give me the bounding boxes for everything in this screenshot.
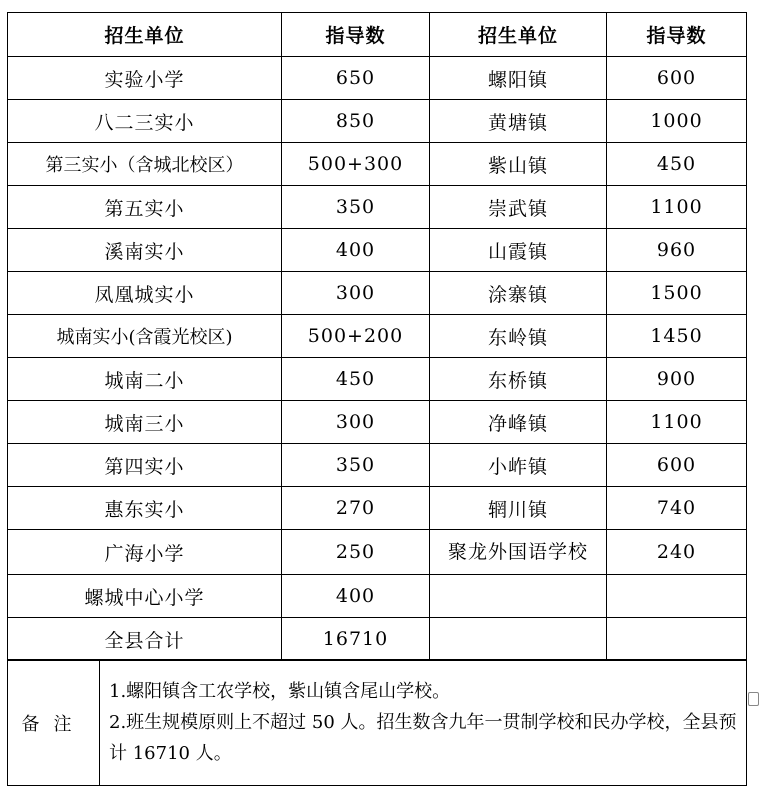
unit-cell-text: 聚龙外国语学校 <box>447 541 588 563</box>
note-line-1: 1.螺阳镇含工农学校，紫山镇含尾山学校。 <box>109 681 451 702</box>
unit-cell <box>430 530 607 575</box>
unit-cell: 东岭镇 <box>430 315 607 358</box>
table-row <box>8 315 747 358</box>
unit-cell: 第四实小 <box>8 444 282 487</box>
count-cell: 960 <box>607 229 747 272</box>
count-cell: 240 <box>607 530 747 575</box>
count-cell: 300 <box>282 401 430 444</box>
unit-cell: 全县合计 <box>8 618 282 661</box>
table-row <box>8 444 747 487</box>
note-line-2: 2.班生规模原则上不超过 50 人。招生数含九年一贯制学校和民办学校，全县预计 16710 人。 <box>109 712 737 764</box>
unit-cell: 惠东实小 <box>8 487 282 530</box>
count-cell: 500+200 <box>282 315 430 358</box>
table-header-row <box>8 13 747 57</box>
unit-cell: 山霞镇 <box>430 229 607 272</box>
table-row <box>8 401 747 444</box>
count-cell: 1500 <box>607 272 747 315</box>
table-row <box>8 143 747 186</box>
count-cell <box>607 575 747 618</box>
count-cell: 900 <box>607 358 747 401</box>
count-cell: 600 <box>607 57 747 100</box>
count-cell: 1100 <box>607 186 747 229</box>
unit-cell: 螺阳镇 <box>430 57 607 100</box>
header-unit-left: 招生单位 <box>8 13 282 57</box>
count-cell: 650 <box>282 57 430 100</box>
count-cell: 300 <box>282 272 430 315</box>
count-cell: 450 <box>607 143 747 186</box>
count-cell <box>607 618 747 661</box>
count-cell: 1450 <box>607 315 747 358</box>
count-cell: 1000 <box>607 100 747 143</box>
count-cell: 350 <box>282 444 430 487</box>
unit-cell <box>430 575 607 618</box>
table-row <box>8 358 747 401</box>
unit-cell: 东桥镇 <box>430 358 607 401</box>
paste-options-icon[interactable] <box>748 692 759 706</box>
unit-cell: 第三实小（含城北校区） <box>8 143 282 186</box>
count-cell: 400 <box>282 229 430 272</box>
unit-cell: 八二三实小 <box>8 100 282 143</box>
table-row <box>8 57 747 100</box>
table-row <box>8 530 747 575</box>
unit-cell: 城南二小 <box>8 358 282 401</box>
count-cell: 270 <box>282 487 430 530</box>
unit-cell: 辋川镇 <box>430 487 607 530</box>
unit-cell: 城南实小(含霞光校区) <box>8 315 282 358</box>
unit-cell: 紫山镇 <box>430 143 607 186</box>
enrollment-table <box>7 12 747 661</box>
notes-body <box>100 660 747 786</box>
table-row <box>8 100 747 143</box>
table-row <box>8 575 747 618</box>
count-cell: 450 <box>282 358 430 401</box>
unit-cell <box>430 618 607 661</box>
unit-cell: 城南三小 <box>8 401 282 444</box>
unit-cell: 净峰镇 <box>430 401 607 444</box>
unit-cell: 凤凰城实小 <box>8 272 282 315</box>
unit-cell: 广海小学 <box>8 530 282 575</box>
table-row <box>8 487 747 530</box>
header-unit-right: 招生单位 <box>430 13 607 57</box>
unit-cell: 第五实小 <box>8 186 282 229</box>
unit-cell: 溪南实小 <box>8 229 282 272</box>
unit-cell: 小岞镇 <box>430 444 607 487</box>
count-cell: 850 <box>282 100 430 143</box>
count-cell: 1100 <box>607 401 747 444</box>
unit-cell: 涂寨镇 <box>430 272 607 315</box>
count-cell: 600 <box>607 444 747 487</box>
unit-cell: 螺城中心小学 <box>8 575 282 618</box>
table-row-total <box>8 618 747 661</box>
header-count-right: 指导数 <box>607 13 747 57</box>
count-cell: 350 <box>282 186 430 229</box>
notes-label: 备注 <box>8 660 100 786</box>
table-row <box>8 186 747 229</box>
unit-cell: 黄塘镇 <box>430 100 607 143</box>
count-cell: 500+300 <box>282 143 430 186</box>
header-count-left: 指导数 <box>282 13 430 57</box>
count-cell: 16710 <box>282 618 430 661</box>
table-row <box>8 272 747 315</box>
count-cell: 400 <box>282 575 430 618</box>
table-row <box>8 229 747 272</box>
unit-cell: 崇武镇 <box>430 186 607 229</box>
count-cell: 250 <box>282 530 430 575</box>
count-cell: 740 <box>607 487 747 530</box>
notes-table <box>7 659 747 786</box>
unit-cell: 实验小学 <box>8 57 282 100</box>
